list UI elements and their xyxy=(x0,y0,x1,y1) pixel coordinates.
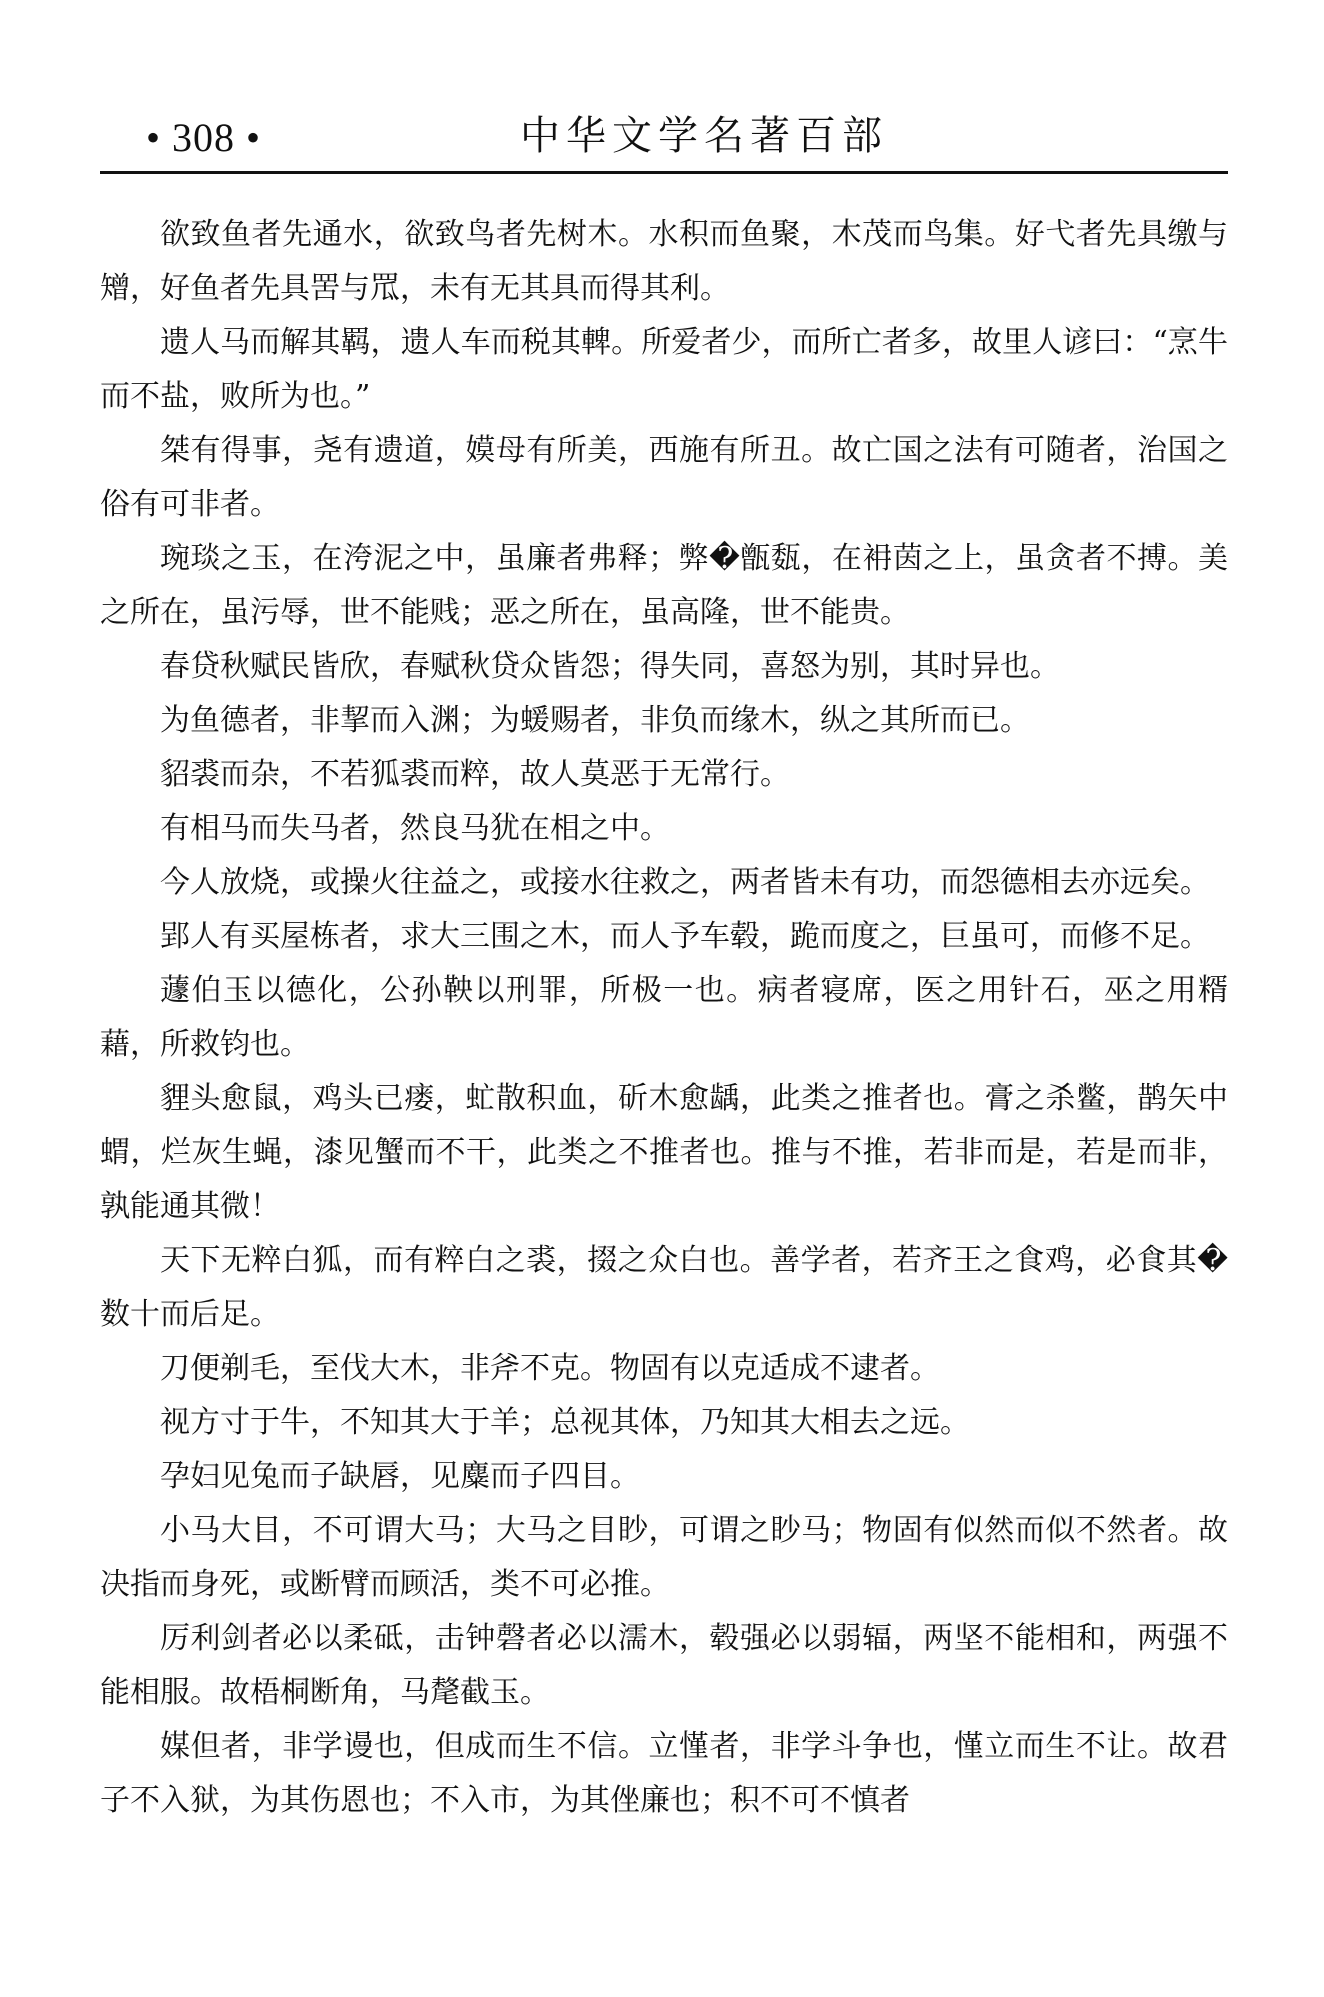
paragraph: 小马大目，不可谓大马；大马之目眇，可谓之眇马；物固有似然而似不然者。故决指而身死，或断臂而顾活，类不可必推。 xyxy=(100,1513,1228,1602)
paragraph: 郢人有买屋栋者，求大三围之木，而人予车毂，跪而度之，巨虽可，而修不足。 xyxy=(160,919,1210,954)
paragraph: 蘧伯玉以德化，公孙鞅以刑罪，所极一也。病者寝席，医之用针石，巫之用糈藉，所救钧也。 xyxy=(100,973,1228,1062)
paragraph: 有相马而失马者，然良马犹在相之中。 xyxy=(160,811,670,846)
paragraph: 今人放烧，或操火往益之，或接水往救之，两者皆未有功，而怨德相去亦远矣。 xyxy=(160,865,1210,900)
paragraph: 媒但者，非学谩也，但成而生不信。立慬者，非学斗争也，慬立而生不让。故君子不入狱，为其伤恩也；不入市，为其侳廉也；积不可不慎者 xyxy=(100,1729,1228,1818)
paragraph: 天下无粹白狐，而有粹白之裘，掇之众白也。善学者，若齐王之食鸡，必食其�数十而后足。 xyxy=(100,1243,1228,1332)
page-number: • 308 • xyxy=(146,115,262,160)
main-text xyxy=(100,208,1228,1828)
paragraph: 厉利剑者必以柔砥，击钟磬者必以濡木，毂强必以弱辐，两坚不能相和，两强不能相服。故梧桐断角，马氂截玉。 xyxy=(100,1621,1228,1710)
paragraph: 貍头愈鼠，鸡头已瘘，虻散积血，斫木愈龋，此类之推者也。膏之杀鳖，鹊矢中蝟，烂灰生蝇，漆见蟹而不干，此类之不推者也。推与不推，若非而是，若是而非，孰能通其微！ xyxy=(100,1081,1228,1224)
book-title: 中华文学名著百部 xyxy=(520,113,888,159)
paragraph: 琬琰之玉，在洿泥之中，虽廉者弗释；弊�甑瓾，在衻茵之上，虽贪者不搏。美之所在，虽污辱，世不能贱；恶之所在，虽高隆，世不能贵。 xyxy=(100,541,1228,630)
paragraph: 视方寸于牛，不知其大于羊；总视其体，乃知其大相去之远。 xyxy=(160,1405,970,1440)
paragraph: 春贷秋赋民皆欣，春赋秋贷众皆怨；得失同，喜怒为别，其时异也。 xyxy=(160,649,1060,684)
paragraph: 刀便剃毛，至伐大木，非斧不克。物固有以克适成不逮者。 xyxy=(160,1351,940,1386)
paragraph: 为鱼德者，非挈而入渊；为蝯赐者，非负而缘木，纵之其所而已。 xyxy=(160,703,1030,738)
running-header xyxy=(100,108,1228,176)
paragraph: 貂裘而杂，不若狐裘而粹，故人莫恶于无常行。 xyxy=(160,757,790,792)
paragraph: 欲致鱼者先通水，欲致鸟者先树木。水积而鱼聚，木茂而鸟集。好弋者先具缴与矰，好鱼者先具罟与罛，未有无其具而得其利。 xyxy=(100,217,1228,306)
header-rule xyxy=(100,171,1228,174)
paragraph: 桀有得事，尧有遗道，嫫母有所美，西施有所丑。故亡国之法有可随者，治国之俗有可非者。 xyxy=(100,433,1228,522)
paragraph: 孕妇见兔而子缺唇，见麋而子四目。 xyxy=(160,1459,640,1494)
paragraph: 遗人马而解其羁，遗人车而税其䡟。所爱者少，而所亡者多，故里人谚曰：“烹牛而不盐，败所为也。” xyxy=(100,325,1228,414)
